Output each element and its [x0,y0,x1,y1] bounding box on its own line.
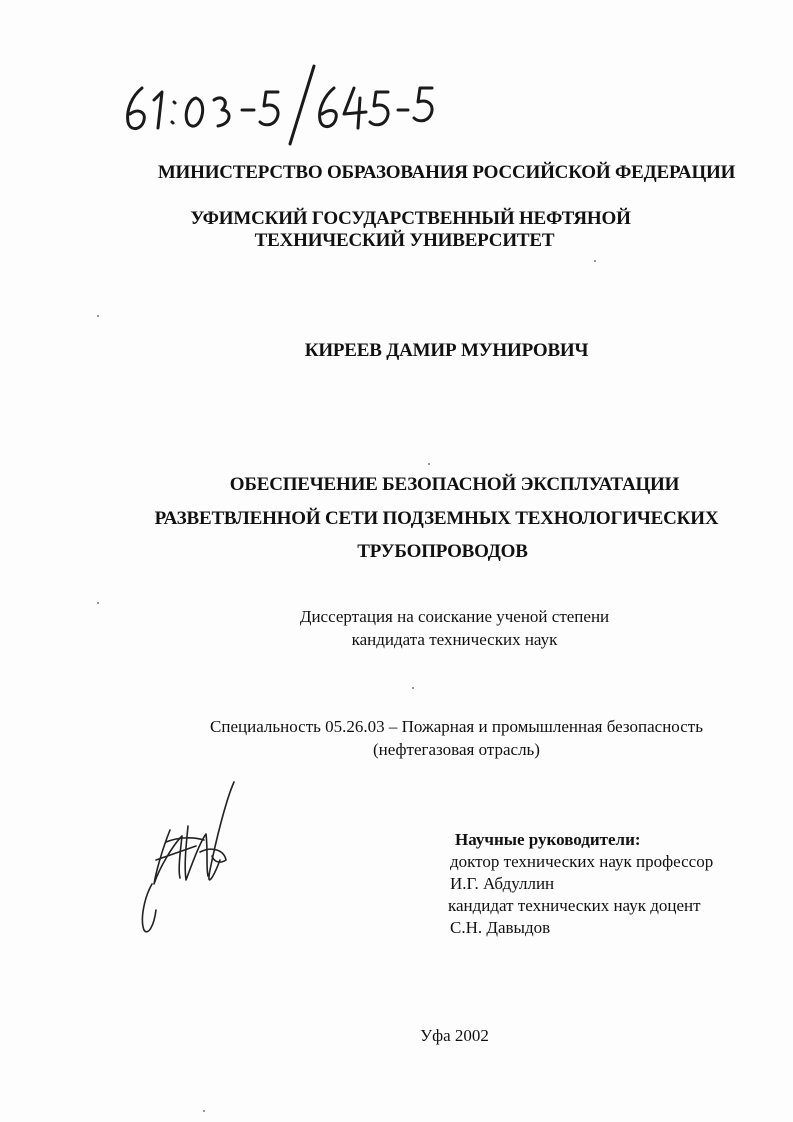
scan-speck [97,602,99,604]
specialty-line2: (нефтегазовая отрасль) [373,740,540,759]
thesis-title-line3: ТРУБОПРОВОДОВ [357,541,528,562]
handwritten-signature [130,780,250,940]
supervisor-1-degree: доктор технических наук профессор [450,852,714,871]
scan-speck [97,315,99,317]
university-name-line1: УФИМСКИЙ ГОСУДАРСТВЕННЫЙ НЕФТЯНОЙ [190,208,631,229]
supervisors-heading: Научные руководители: [455,830,641,849]
specialty-line1: Специальность 05.26.03 – Пожарная и промышленная безопасность [210,717,703,736]
supervisor-1-name: И.Г. Абдуллин [450,874,555,893]
scan-speck [428,463,430,465]
thesis-title-line1: ОБЕСПЕЧЕНИЕ БЕЗОПАСНОЙ ЭКСПЛУАТАЦИИ [229,474,680,495]
city-year: Уфа 2002 [420,1026,489,1045]
author-name: КИРЕЕВ ДАМИР МУНИРОВИЧ [304,340,589,361]
thesis-title-line2: РАЗВЕТВЛЕННОЙ СЕТИ ПОДЗЕМНЫХ ТЕХНОЛОГИЧЕСКИХ [154,508,719,529]
supervisor-2-name: С.Н. Давыдов [450,918,551,937]
dissertation-type-line1: Диссертация на соискание ученой степени [299,607,610,626]
handwritten-archive-code [118,58,438,148]
university-name-line2: ТЕХНИЧЕСКИЙ УНИВЕРСИТЕТ [254,230,555,251]
supervisor-2-degree: кандидат технических наук доцент [448,896,701,915]
scan-speck [203,1110,205,1112]
scan-speck [594,260,596,262]
dissertation-type-line2: кандидата технических наук [351,630,558,649]
scan-speck [412,687,414,689]
ministry-name: МИНИСТЕРСТВО ОБРАЗОВАНИЯ РОССИЙСКОЙ ФЕДЕРАЦИИ [157,162,736,183]
